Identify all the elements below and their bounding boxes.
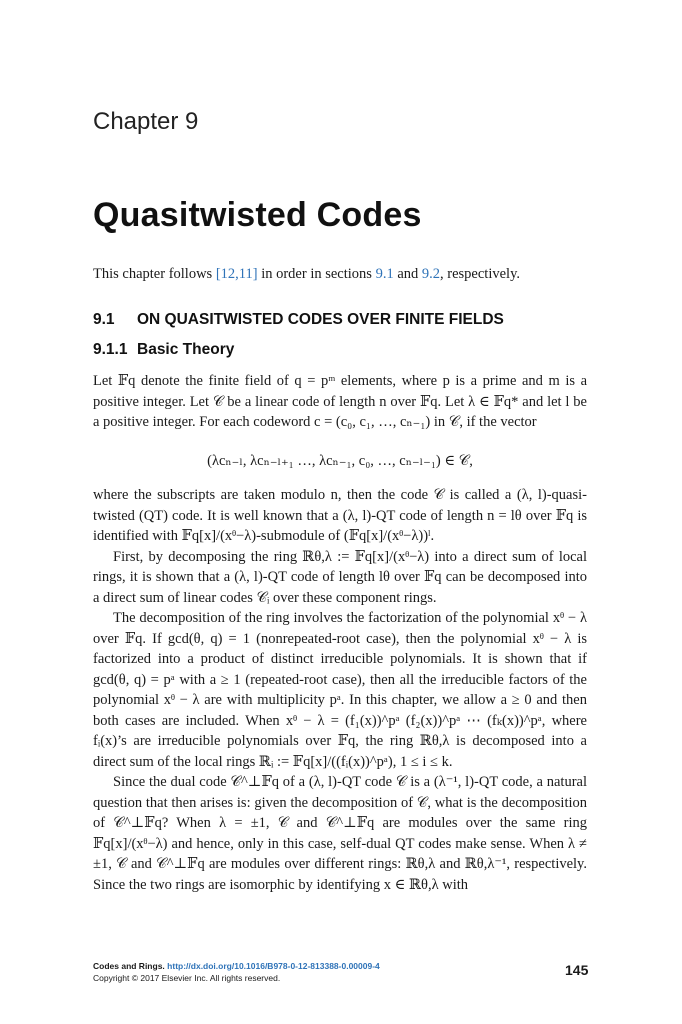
page-footer	[93, 960, 380, 984]
paragraph-2: where the subscripts are taken modulo n, then the code 𝒞 is called a (λ, l)-quasi-twisted (QT) code. It is well known that a (λ, l)-QT code of length n = lθ over 𝔽q is identified with 𝔽q[x]/(xᶿ−λ)-submodule of (𝔽q[x]/(xᶿ−λ))ˡ.	[93, 487, 587, 544]
intro-text-start: This chapter follows	[93, 266, 216, 282]
copyright-notice: Copyright © 2017 Elsevier Inc. All rights reserved.	[93, 973, 281, 983]
section-link-9-2[interactable]: 9.2	[421, 266, 441, 282]
intro-text-middle: in order in sections	[257, 266, 376, 282]
doi-link[interactable]: http://dx.doi.org/10.1016/B978-0-12-813388-0.00009-4	[167, 961, 380, 971]
subsection-heading	[93, 341, 234, 359]
intro-text-end: , respectively.	[440, 266, 520, 282]
chapter-title: Quasitwisted Codes	[93, 196, 422, 234]
intro-text-and: and	[393, 266, 422, 282]
display-equation: (λcₙ₋ₗ, λcₙ₋ₗ₊₁ …, λcₙ₋₁, c₀, …, cₙ₋ₗ₋₁) ∈ 𝒞,	[207, 452, 473, 469]
paragraph-5: Since the dual code 𝒞^⊥𝔽q of a (λ, l)-QT code 𝒞 is a (λ⁻¹, l)-QT code, a natural question that then arises is: given the decomposition of 𝒞, what is the decomposition of 𝒞^⊥𝔽q? When λ = ±1, 𝒞 and 𝒞^⊥𝔽q are modules over the same ring 𝔽q[x]/(xᶿ−λ) and hence, only in this case, self-dual QT codes make sense. When λ ≠ ±1, 𝒞 and 𝒞^⊥𝔽q are modules over different rings: ℝθ,λ and ℝθ,λ⁻¹, respectively. Since the two rings are isomorphic by identifying x ∈ ℝθ,λ with	[93, 774, 587, 893]
body-text	[93, 371, 587, 895]
chapter-label: Chapter 9	[93, 108, 199, 135]
paragraph-1: Let 𝔽q denote the finite field of q = pᵐ elements, where p is a prime and m is a positive integer. Let 𝒞 be a linear code of length n over 𝔽q. Let λ ∈ 𝔽q* and let l be a positive integer. For each codeword c = (c₀, c₁, …, cₙ₋₁) in 𝒞, if the vector	[93, 373, 587, 430]
section-heading	[93, 311, 504, 329]
intro-sentence	[93, 266, 520, 283]
section-link-9-1[interactable]: 9.1	[375, 266, 394, 282]
journal-name: Codes and Rings.	[93, 961, 165, 971]
paragraph-4: The decomposition of the ring involves the factorization of the polynomial xᶿ − λ over 𝔽q. If gcd(θ, q) = 1 (nonrepeated-root case), then the polynomial xᶿ − λ is factorized into a product of distinct irreducible polynomials. It is shown that if gcd(θ, q) = pᵃ with a ≥ 1 (repeated-root case), then all the irreducible factors of the polynomial xᶿ − λ are with multiplicity pᵃ. In this chapter, we allow a ≥ 0 and then both cases are included. When xᶿ − λ = (f₁(x))^pᵃ (f₂(x))^pᵃ ⋯ (fₖ(x))^pᵃ, where fᵢ(x)’s are irreducible polynomials over 𝔽q, the ring ℝθ,λ is decomposed into a direct sum of the local rings ℝᵢ := 𝔽q[x]/((fᵢ(x))^pᵃ), 1 ≤ i ≤ k.	[93, 610, 587, 770]
reference-link[interactable]: [12,11]	[215, 266, 258, 282]
subsection-title: Basic Theory	[137, 341, 235, 358]
paragraph-3: First, by decomposing the ring ℝθ,λ := 𝔽q[x]/(xᶿ−λ) into a direct sum of local rings, it is shown that a (λ, l)-QT code of length lθ over 𝔽q can be decomposed into a direct sum of linear codes 𝒞ᵢ over these component rings.	[93, 548, 587, 606]
subsection-number: 9.1.1	[93, 341, 128, 358]
section-number: 9.1	[93, 311, 115, 328]
section-title: ON QUASITWISTED CODES OVER FINITE FIELDS	[137, 311, 504, 328]
page-number: 145	[565, 962, 589, 978]
